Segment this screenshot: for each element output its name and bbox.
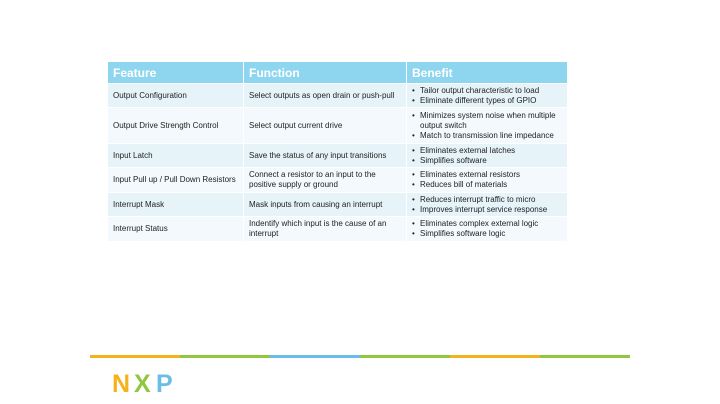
function-cell: Indentify which input is the cause of an interrupt — [244, 216, 407, 241]
benefit-item: • Tailor output characteristic to load — [412, 86, 562, 96]
logo-letter-n: N — [112, 371, 131, 395]
feature-cell: Interrupt Status — [108, 216, 244, 241]
benefit-cell — [407, 143, 567, 167]
table-row — [108, 216, 567, 241]
feature-cell: Interrupt Mask — [108, 192, 244, 216]
nxp-logo — [112, 371, 184, 395]
table-header-row — [108, 62, 567, 83]
header-feature: Feature — [108, 62, 244, 83]
footer-stripe — [90, 355, 630, 358]
stripe-segment — [180, 355, 270, 358]
header-benefit: Benefit — [407, 62, 567, 83]
feature-cell: Input Pull up / Pull Down Resistors — [108, 167, 244, 192]
stripe-segment — [450, 355, 540, 358]
logo-letter-x: X — [134, 371, 151, 395]
benefit-item: • Improves interrupt service response — [412, 205, 562, 215]
table-row — [108, 143, 567, 167]
header-function: Function — [244, 62, 407, 83]
stripe-segment — [540, 355, 630, 358]
benefit-item: • Eliminates external resistors — [412, 170, 562, 180]
benefit-item: • Eliminates external latches — [412, 146, 562, 156]
table-row — [108, 83, 567, 107]
benefit-cell — [407, 83, 567, 107]
feature-table — [108, 62, 567, 241]
table-row — [108, 192, 567, 216]
benefit-item: • Match to transmission line impedance — [412, 131, 562, 141]
benefit-item: • Reduces bill of materials — [412, 180, 562, 190]
function-cell: Select output current drive — [244, 107, 407, 143]
benefit-item: • Simplifies software — [412, 156, 562, 166]
function-cell: Mask inputs from causing an interrupt — [244, 192, 407, 216]
function-cell: Select outputs as open drain or push-pull — [244, 83, 407, 107]
benefit-item: • Eliminates complex external logic — [412, 219, 562, 229]
table-row — [108, 167, 567, 192]
logo-letter-p: P — [156, 371, 173, 395]
stripe-segment — [270, 355, 360, 358]
benefit-item: • Reduces interrupt traffic to micro — [412, 195, 562, 205]
benefit-cell — [407, 216, 567, 241]
table-row — [108, 107, 567, 143]
stripe-segment — [90, 355, 180, 358]
benefit-item: • Eliminate different types of GPIO — [412, 96, 562, 106]
feature-cell: Output Drive Strength Control — [108, 107, 244, 143]
benefit-item: • Minimizes system noise when multiple output switch — [412, 111, 562, 131]
feature-cell: Input Latch — [108, 143, 244, 167]
feature-cell: Output Configuration — [108, 83, 244, 107]
function-cell: Connect a resistor to an input to the positive supply or ground — [244, 167, 407, 192]
stripe-segment — [360, 355, 450, 358]
benefit-item: • Simplifies software logic — [412, 229, 562, 239]
benefit-cell — [407, 192, 567, 216]
benefit-cell — [407, 167, 567, 192]
benefit-cell — [407, 107, 567, 143]
function-cell: Save the status of any input transitions — [244, 143, 407, 167]
